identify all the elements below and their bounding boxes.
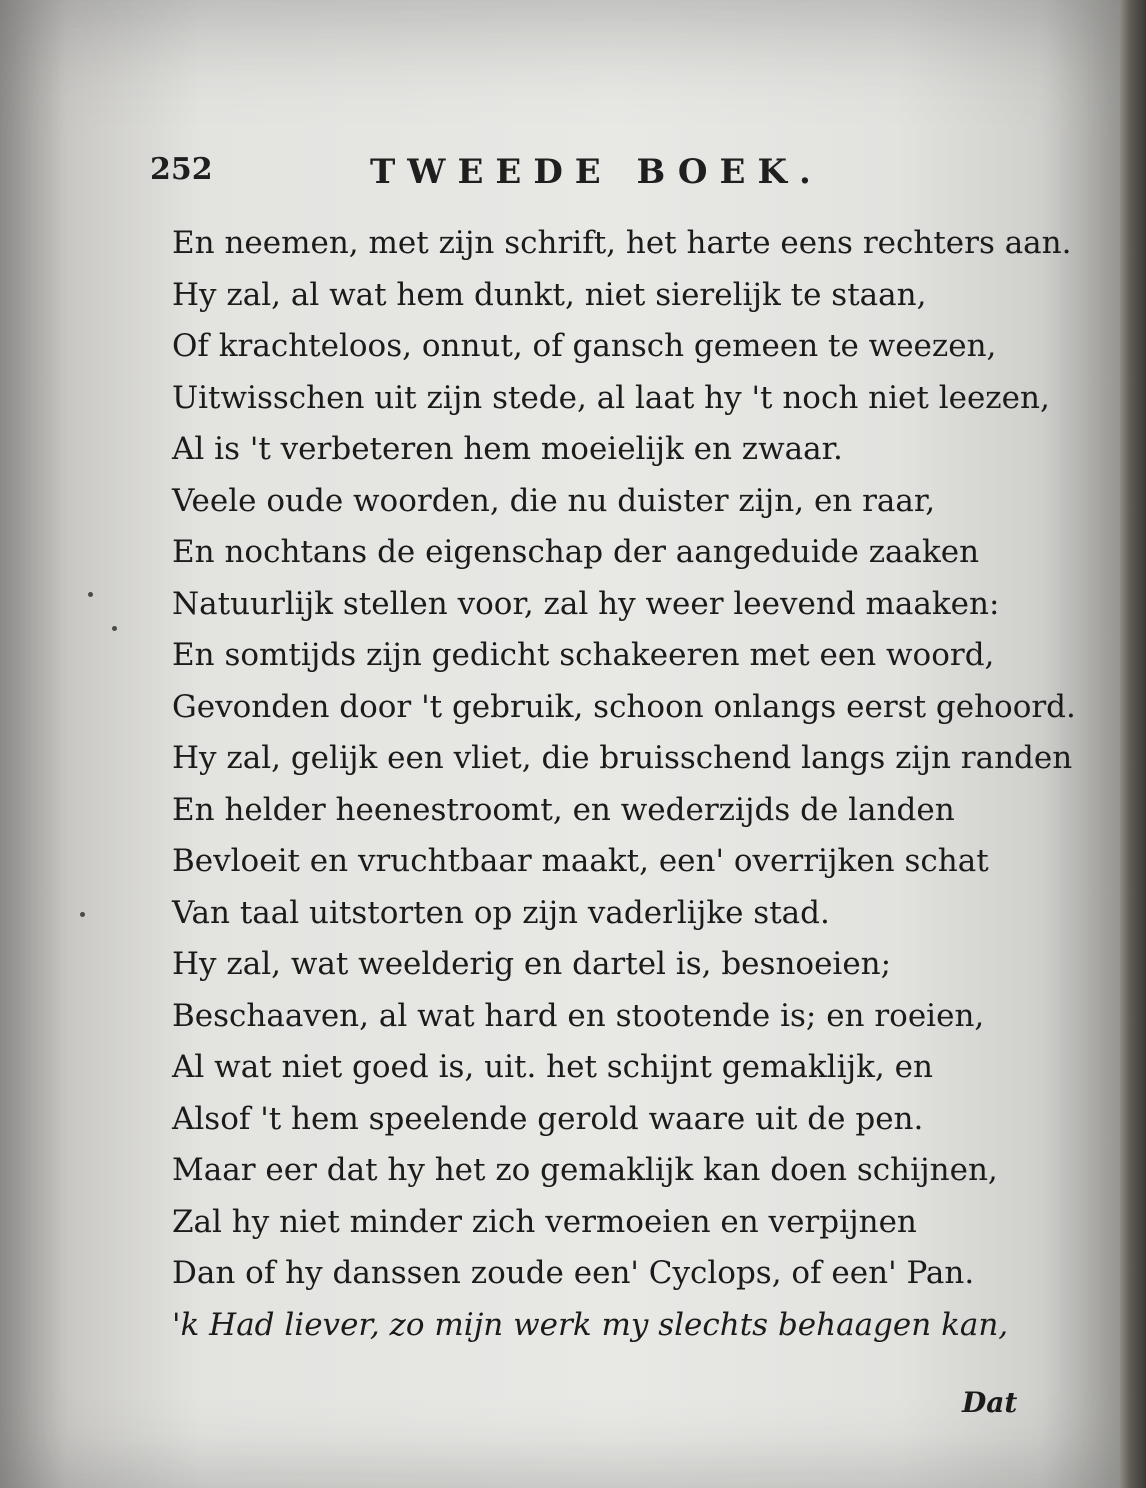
- poem-line: Maar eer dat hy het zo gemaklijk kan doen schijnen,: [172, 1152, 998, 1188]
- page-number: 252: [150, 152, 213, 187]
- running-head: TWEEDE BOEK.: [370, 152, 823, 192]
- poem-line: En helder heenestroomt, en wederzijds de landen: [172, 791, 955, 828]
- poem-line: Hy zal, al wat hem dunkt, niet sierelijk te staan,: [172, 276, 927, 313]
- poem-line: Hy zal, gelijk een vliet, die bruisschend langs zijn randen: [172, 740, 1073, 776]
- catchword: Dat: [962, 1386, 1018, 1419]
- poem-line: 'k Had liever, zo mijn werk my slechts behaagen kan,: [172, 1306, 1009, 1343]
- book-edge: [1120, 0, 1146, 1488]
- poem-line: Beschaaven, al wat hard en stootende is; en roeien,: [172, 997, 985, 1034]
- poem-line: Bevloeit en vruchtbaar maakt, een' overrijken schat: [172, 843, 989, 879]
- poem-line: En nochtans de eigenschap der aangeduide zaaken: [172, 534, 980, 570]
- poem-line: Al wat niet goed is, uit. het schijnt gemaklijk, en: [172, 1049, 933, 1085]
- poem-line: Dan of hy danssen zoude een' Cyclops, of een' Pan.: [172, 1255, 975, 1291]
- poem-line: Alsof 't hem speelende gerold waare uit de pen.: [172, 1100, 924, 1137]
- poem-text: [172, 218, 1076, 1351]
- page-header: [150, 152, 850, 192]
- poem-line: En somtijds zijn gedicht schakeeren met een woord,: [172, 637, 995, 673]
- poem-line: Veele oude woorden, die nu duister zijn, en raar,: [172, 482, 936, 519]
- poem-line: Hy zal, wat weelderig en dartel is, besnoeien;: [172, 946, 892, 982]
- poem-line: Van taal uitstorten op zijn vaderlijke stad.: [172, 894, 830, 931]
- poem-line: Natuurlijk stellen voor, zal hy weer leevend maaken:: [172, 585, 1000, 622]
- poem-line: Of krachteloos, onnut, of gansch gemeen te weezen,: [172, 328, 997, 364]
- poem-line: Uitwisschen uit zijn stede, al laat hy 't noch niet leezen,: [172, 379, 1050, 416]
- poem-line: En neemen, met zijn schrift, het harte eens rechters aan.: [172, 225, 1072, 261]
- poem-line: Zal hy niet minder zich vermoeien en verpijnen: [172, 1203, 917, 1240]
- poem-line: Gevonden door 't gebruik, schoon onlangs eerst gehoord.: [172, 688, 1076, 725]
- poem-line: Al is 't verbeteren hem moeielijk en zwaar.: [172, 431, 843, 467]
